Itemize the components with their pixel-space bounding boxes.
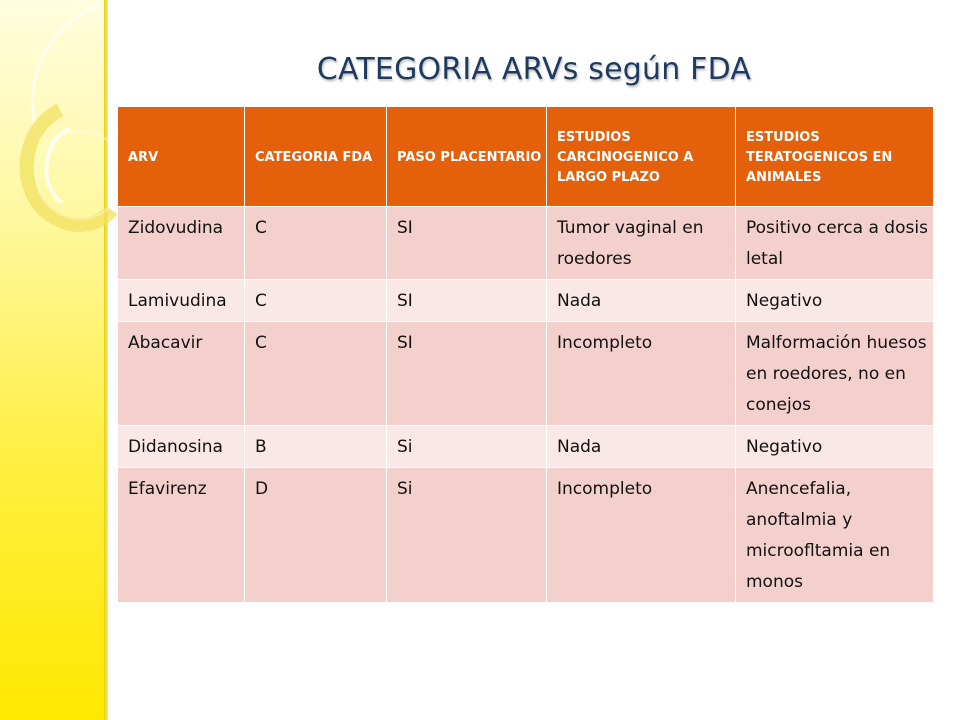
cell-arv: Efavirenz <box>118 468 245 603</box>
table-row <box>118 322 934 426</box>
table-header <box>118 107 934 207</box>
cell-categoria: C <box>245 207 387 280</box>
header-categoria-fda: CATEGORIA FDA <box>245 107 387 207</box>
cell-teratogenico: Positivo cerca a dosis letal <box>736 207 934 280</box>
cell-teratogenico: Negativo <box>736 280 934 322</box>
arv-table <box>117 106 934 603</box>
cell-arv: Abacavir <box>118 322 245 426</box>
table-row <box>118 468 934 603</box>
cell-arv: Didanosina <box>118 426 245 468</box>
cell-carcinogenico: Nada <box>547 426 736 468</box>
cell-arv: Zidovudina <box>118 207 245 280</box>
cell-paso-placentario: Si <box>387 468 547 603</box>
header-estudios-carcinogenico: ESTUDIOS CARCINOGENICO A LARGO PLAZO <box>547 107 736 207</box>
cell-teratogenico: Malformación huesos en roedores, no en conejos <box>736 322 934 426</box>
table-row <box>118 426 934 468</box>
header-paso-placentario: PASO PLACENTARIO <box>387 107 547 207</box>
cell-categoria: C <box>245 322 387 426</box>
cell-teratogenico: Negativo <box>736 426 934 468</box>
cell-paso-placentario: SI <box>387 280 547 322</box>
table-row <box>118 207 934 280</box>
cell-paso-placentario: SI <box>387 207 547 280</box>
cell-carcinogenico: Incompleto <box>547 468 736 603</box>
cell-arv: Lamivudina <box>118 280 245 322</box>
header-arv: ARV <box>118 107 245 207</box>
header-row <box>118 107 934 207</box>
cell-categoria: B <box>245 426 387 468</box>
cell-paso-placentario: Si <box>387 426 547 468</box>
slide-title: CATEGORIA ARVs según FDA <box>316 52 752 87</box>
cell-categoria: D <box>245 468 387 603</box>
cell-paso-placentario: SI <box>387 322 547 426</box>
table-row <box>118 280 934 322</box>
cell-carcinogenico: Tumor vaginal en roedores <box>547 207 736 280</box>
cell-categoria: C <box>245 280 387 322</box>
cell-carcinogenico: Incompleto <box>547 322 736 426</box>
cell-carcinogenico: Nada <box>547 280 736 322</box>
table-body <box>118 207 934 603</box>
header-estudios-teratogenicos: ESTUDIOS TERATOGENICOS EN ANIMALES <box>736 107 934 207</box>
cell-teratogenico: Anencefalia, anoftalmia y microofltamia en monos <box>736 468 934 603</box>
